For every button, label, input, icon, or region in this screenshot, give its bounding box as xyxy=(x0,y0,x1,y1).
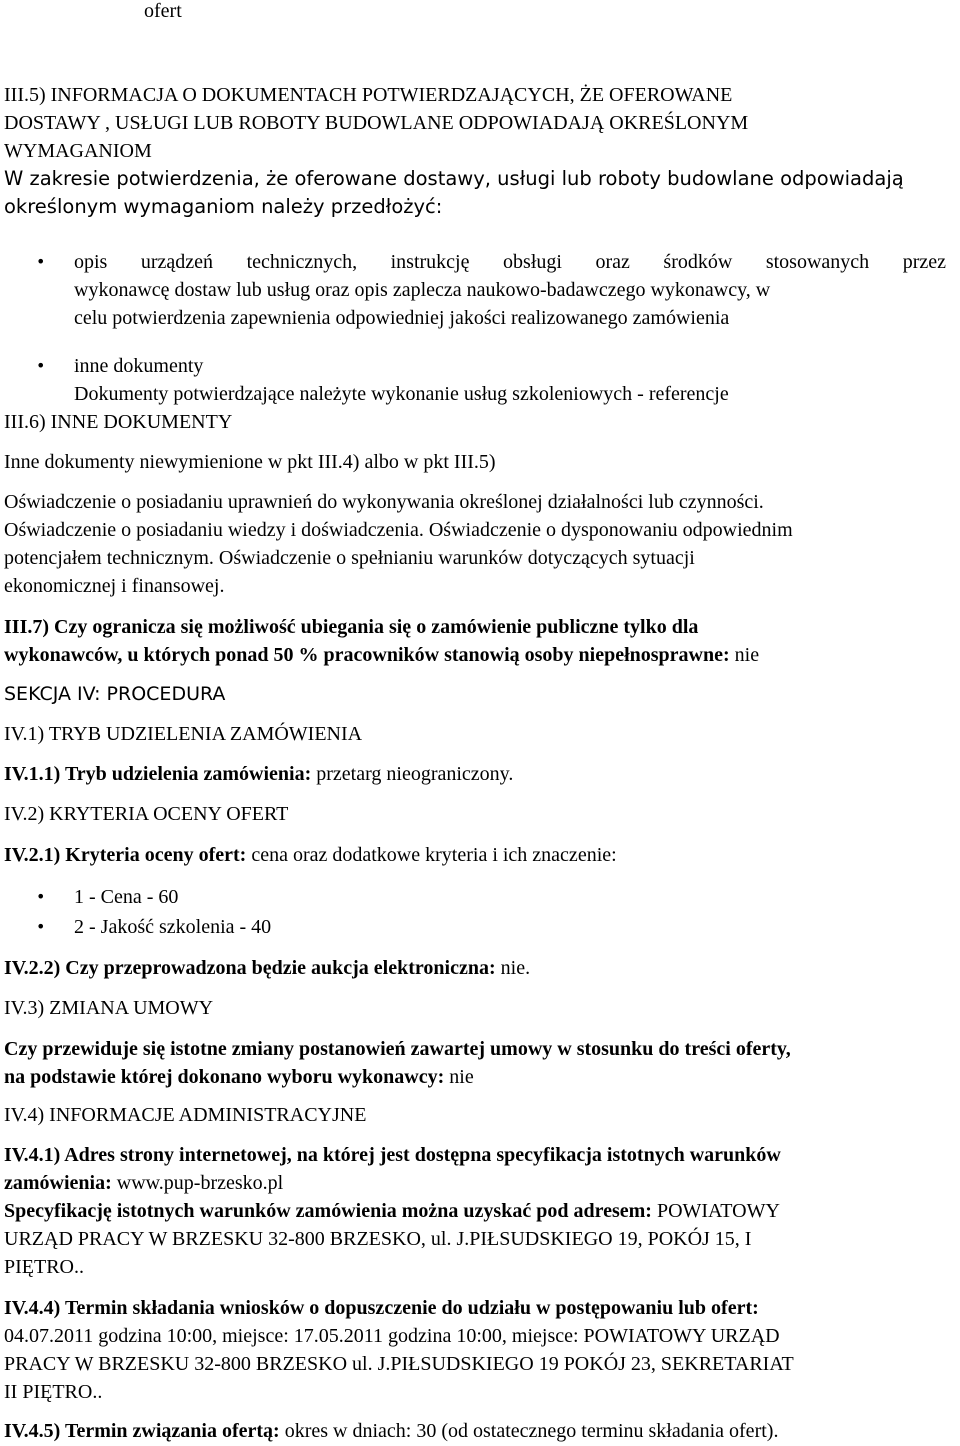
bullet-icon: • xyxy=(36,356,46,375)
iv4-4-label: IV.4.4) Termin składania wniosków o dopuszczenie do udziału w postępowaniu lub ofert: xyxy=(4,1297,759,1319)
iv4-4-line-3: II PIĘTRO.. xyxy=(4,1381,103,1403)
s35-heading-line-2: DOSTAWY , USŁUGI LUB ROBOTY BUDOWLANE ODPOWIADAJĄ OKREŚLONYM xyxy=(4,112,749,134)
iv1-heading: IV.1) TRYB UDZIELENIA ZAMÓWIENIA xyxy=(4,723,363,745)
s37-label: wykonawców, u których ponad 50 % pracowników stanowią osoby niepełnosprawne: xyxy=(4,644,730,666)
iv2-2-label: IV.2.2) Czy przeprowadzona będzie aukcja elektroniczna: xyxy=(4,957,496,979)
iv2-1-line xyxy=(4,841,617,869)
s35-bullet2-detail: Dokumenty potwierdzające należyte wykonanie usług szkoleniowych - referencje xyxy=(74,383,729,405)
s37-line-2 xyxy=(4,641,759,669)
s36-line-3: potencjałem technicznym. Oświadczenie o spełnianiu warunków dotyczących sytuacji xyxy=(4,547,695,569)
iv2-2-line xyxy=(4,954,530,982)
iv4-1-url: www.pup-brzesko.pl xyxy=(111,1172,284,1194)
s36-line-1: Oświadczenie o posiadaniu uprawnień do wykonywania określonej działalności lub czynności. xyxy=(4,491,764,513)
iv1-1-value: przetarg nieograniczony. xyxy=(311,763,514,785)
iv2-heading: IV.2) KRYTERIA OCENY OFERT xyxy=(4,803,289,825)
iv4-1-line-1: IV.4.1) Adres strony internetowej, na której jest dostępna specyfikacja istotnych warunków xyxy=(4,1144,781,1166)
iv4-4-line-2: PRACY W BRZESKU 32-800 BRZESKO ul. J.PIŁSUDSKIEGO 19 POKÓJ 23, SEKRETARIAT xyxy=(4,1353,794,1375)
iv3-line-1: Czy przewiduje się istotne zmiany postanowień zawartej umowy w stosunku do treści oferty, xyxy=(4,1038,791,1060)
s36-line-4: ekonomicznej i finansowej. xyxy=(4,575,225,597)
iv2-2-value: nie. xyxy=(495,957,531,979)
iv4-heading: IV.4) INFORMACJE ADMINISTRACYJNE xyxy=(4,1104,367,1126)
iv1-1-label: IV.1.1) Tryb udzielenia zamówienia: xyxy=(4,763,312,785)
iv4-5-line xyxy=(4,1417,778,1445)
s35-heading-line-3: WYMAGANIOM xyxy=(4,140,152,162)
s37-value: nie xyxy=(729,644,760,666)
criterion-1: 1 - Cena - 60 xyxy=(74,886,179,908)
iv3-label: na podstawie której dokonano wyboru wykonawcy: xyxy=(4,1066,445,1088)
s35-intro-line-2: określonym wymaganiom należy przedłożyć: xyxy=(4,195,443,218)
iv2-1-label: IV.2.1) Kryteria oceny ofert: xyxy=(4,844,247,866)
s35-bullet1-line-3: celu potwierdzenia zapewnienia odpowiedniej jakości realizowanego zamówienia xyxy=(74,307,730,329)
criterion-2: 2 - Jakość szkolenia - 40 xyxy=(74,916,272,938)
iv4-4-line-1: 04.07.2011 godzina 10:00, miejsce: 17.05.2011 godzina 10:00, miejsce: POWIATOWY URZĄD xyxy=(4,1325,780,1347)
bullet-icon: • xyxy=(36,887,46,906)
spec-value: POWIATOWY xyxy=(651,1200,780,1222)
iv3-value: nie xyxy=(444,1066,474,1088)
s35-heading-line-1: III.5) INFORMACJA O DOKUMENTACH POTWIERDZAJĄCYCH, ŻE OFEROWANE xyxy=(4,84,733,106)
spec-label: Specyfikację istotnych warunków zamówienia można uzyskać pod adresem: xyxy=(4,1200,652,1222)
spec-line-2: URZĄD PRACY W BRZESKU 32-800 BRZESKO, ul. J.PIŁSUDSKIEGO 19, POKÓJ 15, I xyxy=(4,1228,752,1250)
bullet-icon: • xyxy=(36,917,46,936)
s35-bullet2-label: inne dokumenty xyxy=(74,355,204,377)
iv4-1-line-2 xyxy=(4,1169,283,1197)
iv3-line-2 xyxy=(4,1063,474,1091)
s36-line-2: Oświadczenie o posiadaniu wiedzy i doświadczenia. Oświadczenie o dysponowaniu odpowiednim xyxy=(4,519,793,541)
top-fragment: ofert xyxy=(144,0,182,22)
s36-sub: Inne dokumenty niewymienione w pkt III.4) albo w pkt III.5) xyxy=(4,451,496,473)
spec-line-1 xyxy=(4,1197,780,1225)
iv1-1-line xyxy=(4,760,513,788)
spec-line-3: PIĘTRO.. xyxy=(4,1256,84,1278)
section-iv-title: SEKCJA IV: PROCEDURA xyxy=(4,683,226,705)
s37-line-1: III.7) Czy ogranicza się możliwość ubiegania się o zamówienie publiczne tylko dla xyxy=(4,616,699,638)
iv4-5-value: okres w dniach: 30 (od ostatecznego terminu składania ofert). xyxy=(279,1420,779,1442)
iv4-5-label: IV.4.5) Termin związania ofertą: xyxy=(4,1420,280,1442)
s36-heading: III.6) INNE DOKUMENTY xyxy=(4,411,233,433)
iv4-1-label: zamówienia: xyxy=(4,1172,112,1194)
iv2-1-value: cena oraz dodatkowe kryteria i ich znaczenie: xyxy=(246,844,617,866)
s35-bullet1-line-2: wykonawcę dostaw lub usług oraz opis zaplecza naukowo-badawczego wykonawcy, w xyxy=(74,279,771,301)
iv3-heading: IV.3) ZMIANA UMOWY xyxy=(4,997,214,1019)
s35-intro-line-1: W zakresie potwierdzenia, że oferowane dostawy, usługi lub roboty budowlane odpowiadają xyxy=(4,167,904,190)
s35-bullet1-line-1: opis urządzeń technicznych, instrukcję obsługi oraz środków stosowanych przez xyxy=(74,251,946,273)
bullet-icon: • xyxy=(36,252,46,271)
